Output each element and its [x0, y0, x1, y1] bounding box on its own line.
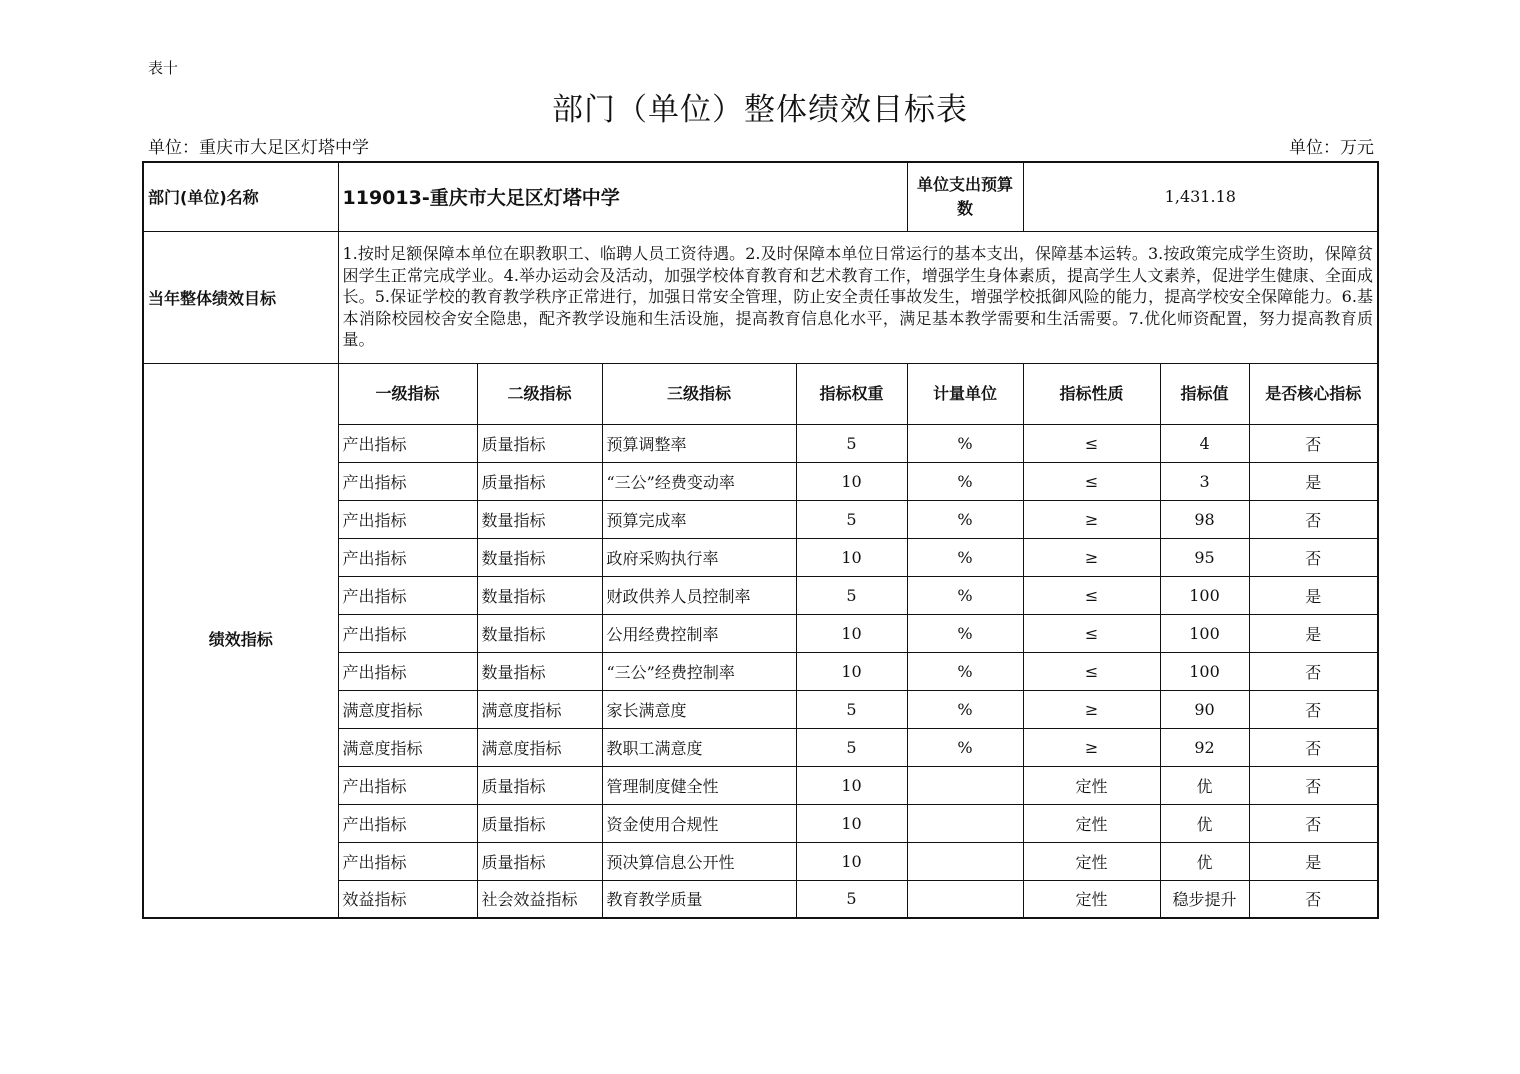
level1-cell: 满意度指标 [338, 728, 477, 766]
budget-label: 单位支出预算数 [907, 162, 1023, 231]
unit-cell [907, 880, 1023, 918]
nature-cell: ≤ [1023, 424, 1160, 462]
goal-text: 1.按时足额保障本单位在职教职工、临聘人员工资待遇。2.及时保障本单位日常运行的基本支出，保障基本运转。3.按政策完成学生资助，保障贫困学生正常完成学业。4.举办运动会及活动，加强学校体育教育和艺术教育工作，增强学生身体素质，提高学生人文素养，促进学生健康、全面成长。5.保证学校的教育教学秩序正常进行，加强日常安全管理，防止安全责任事故发生，增强学校抵御风险的能力，提高学校安全保障能力。6.基本消除校园校舍安全隐患，配齐教学设施和生活设施，提高教育信息化水平，满足基本教学需要和生活需要。7.优化师资配置，努力提高教育质量。 [338, 231, 1378, 363]
value-cell: 90 [1160, 690, 1249, 728]
level2-cell: 数量指标 [477, 538, 602, 576]
nature-cell: 定性 [1023, 842, 1160, 880]
level3-cell: “三公”经费变动率 [602, 462, 796, 500]
level1-cell: 产出指标 [338, 500, 477, 538]
unit-cell: % [907, 728, 1023, 766]
dept-name-value: 119013-重庆市大足区灯塔中学 [338, 162, 907, 231]
unit-cell: % [907, 500, 1023, 538]
unit-cell: % [907, 424, 1023, 462]
nature-cell: 定性 [1023, 766, 1160, 804]
level3-cell: 家长满意度 [602, 690, 796, 728]
value-cell: 4 [1160, 424, 1249, 462]
core-cell: 是 [1249, 614, 1378, 652]
value-cell: 100 [1160, 614, 1249, 652]
goal-row [143, 231, 1378, 363]
core-cell: 否 [1249, 728, 1378, 766]
organization-unit: 单位：重庆市大足区灯塔中学 [148, 138, 369, 158]
core-cell: 否 [1249, 804, 1378, 842]
core-cell: 否 [1249, 500, 1378, 538]
header-level3: 三级指标 [602, 363, 796, 424]
unit-cell [907, 842, 1023, 880]
weight-cell: 5 [796, 500, 907, 538]
weight-cell: 5 [796, 576, 907, 614]
core-cell: 否 [1249, 424, 1378, 462]
nature-cell: 定性 [1023, 804, 1160, 842]
weight-cell: 10 [796, 538, 907, 576]
page-title: 部门（单位）整体绩效目标表 [552, 92, 968, 128]
weight-cell: 5 [796, 880, 907, 918]
level3-cell: 资金使用合规性 [602, 804, 796, 842]
level3-cell: 预算调整率 [602, 424, 796, 462]
value-cell: 优 [1160, 804, 1249, 842]
level1-cell: 产出指标 [338, 804, 477, 842]
level1-cell: 产出指标 [338, 576, 477, 614]
core-cell: 否 [1249, 538, 1378, 576]
nature-cell: ≥ [1023, 538, 1160, 576]
level1-cell: 产出指标 [338, 766, 477, 804]
header-value: 指标值 [1160, 363, 1249, 424]
level2-cell: 数量指标 [477, 576, 602, 614]
core-cell: 否 [1249, 690, 1378, 728]
value-cell: 95 [1160, 538, 1249, 576]
level3-cell: 财政供养人员控制率 [602, 576, 796, 614]
level3-cell: 预算完成率 [602, 500, 796, 538]
core-cell: 否 [1249, 766, 1378, 804]
level3-cell: 管理制度健全性 [602, 766, 796, 804]
unit-cell [907, 766, 1023, 804]
level1-cell: 产出指标 [338, 842, 477, 880]
currency-unit: 单位：万元 [1289, 138, 1374, 158]
value-cell: 100 [1160, 576, 1249, 614]
weight-cell: 10 [796, 766, 907, 804]
nature-cell: ≥ [1023, 728, 1160, 766]
weight-cell: 10 [796, 614, 907, 652]
unit-cell: % [907, 690, 1023, 728]
level2-cell: 数量指标 [477, 500, 602, 538]
nature-cell: ≤ [1023, 652, 1160, 690]
core-cell: 否 [1249, 880, 1378, 918]
unit-cell: % [907, 614, 1023, 652]
value-cell: 100 [1160, 652, 1249, 690]
nature-cell: ≤ [1023, 614, 1160, 652]
unit-cell: % [907, 538, 1023, 576]
level2-cell: 质量指标 [477, 424, 602, 462]
value-cell: 3 [1160, 462, 1249, 500]
level2-cell: 满意度指标 [477, 690, 602, 728]
weight-cell: 10 [796, 804, 907, 842]
unit-cell: % [907, 652, 1023, 690]
nature-cell: ≤ [1023, 576, 1160, 614]
core-cell: 是 [1249, 462, 1378, 500]
level1-cell: 产出指标 [338, 614, 477, 652]
nature-cell: ≥ [1023, 690, 1160, 728]
level2-cell: 质量指标 [477, 766, 602, 804]
level3-cell: 教育教学质量 [602, 880, 796, 918]
table-number: 表十 [148, 59, 179, 77]
level2-cell: 质量指标 [477, 804, 602, 842]
level2-cell: 社会效益指标 [477, 880, 602, 918]
value-cell: 优 [1160, 766, 1249, 804]
header-core: 是否核心指标 [1249, 363, 1378, 424]
level2-cell: 质量指标 [477, 462, 602, 500]
budget-value: 1,431.18 [1023, 162, 1378, 231]
unit-cell [907, 804, 1023, 842]
level3-cell: 公用经费控制率 [602, 614, 796, 652]
level1-cell: 产出指标 [338, 652, 477, 690]
level1-cell: 效益指标 [338, 880, 477, 918]
weight-cell: 10 [796, 462, 907, 500]
performance-goal-table [142, 161, 1379, 919]
unit-cell: % [907, 576, 1023, 614]
level1-cell: 产出指标 [338, 462, 477, 500]
header-level2: 二级指标 [477, 363, 602, 424]
dept-name-row [143, 162, 1378, 231]
nature-cell: 定性 [1023, 880, 1160, 918]
value-cell: 92 [1160, 728, 1249, 766]
value-cell: 稳步提升 [1160, 880, 1249, 918]
weight-cell: 5 [796, 424, 907, 462]
header-level1: 一级指标 [338, 363, 477, 424]
level3-cell: 教职工满意度 [602, 728, 796, 766]
nature-cell: ≤ [1023, 462, 1160, 500]
level2-cell: 数量指标 [477, 652, 602, 690]
level1-cell: 产出指标 [338, 538, 477, 576]
level2-cell: 质量指标 [477, 842, 602, 880]
level1-cell: 产出指标 [338, 424, 477, 462]
value-cell: 98 [1160, 500, 1249, 538]
level3-cell: 预决算信息公开性 [602, 842, 796, 880]
indicator-header-row [143, 363, 1378, 424]
core-cell: 是 [1249, 842, 1378, 880]
level3-cell: “三公”经费控制率 [602, 652, 796, 690]
weight-cell: 10 [796, 652, 907, 690]
core-cell: 是 [1249, 576, 1378, 614]
weight-cell: 10 [796, 842, 907, 880]
header-unit: 计量单位 [907, 363, 1023, 424]
header-nature: 指标性质 [1023, 363, 1160, 424]
dept-name-label: 部门(单位)名称 [143, 162, 338, 231]
perf-indicator-label: 绩效指标 [143, 363, 338, 918]
weight-cell: 5 [796, 728, 907, 766]
level3-cell: 政府采购执行率 [602, 538, 796, 576]
unit-cell: % [907, 462, 1023, 500]
goal-label: 当年整体绩效目标 [143, 231, 338, 363]
weight-cell: 5 [796, 690, 907, 728]
value-cell: 优 [1160, 842, 1249, 880]
level2-cell: 满意度指标 [477, 728, 602, 766]
level1-cell: 满意度指标 [338, 690, 477, 728]
nature-cell: ≥ [1023, 500, 1160, 538]
core-cell: 否 [1249, 652, 1378, 690]
header-weight: 指标权重 [796, 363, 907, 424]
level2-cell: 数量指标 [477, 614, 602, 652]
